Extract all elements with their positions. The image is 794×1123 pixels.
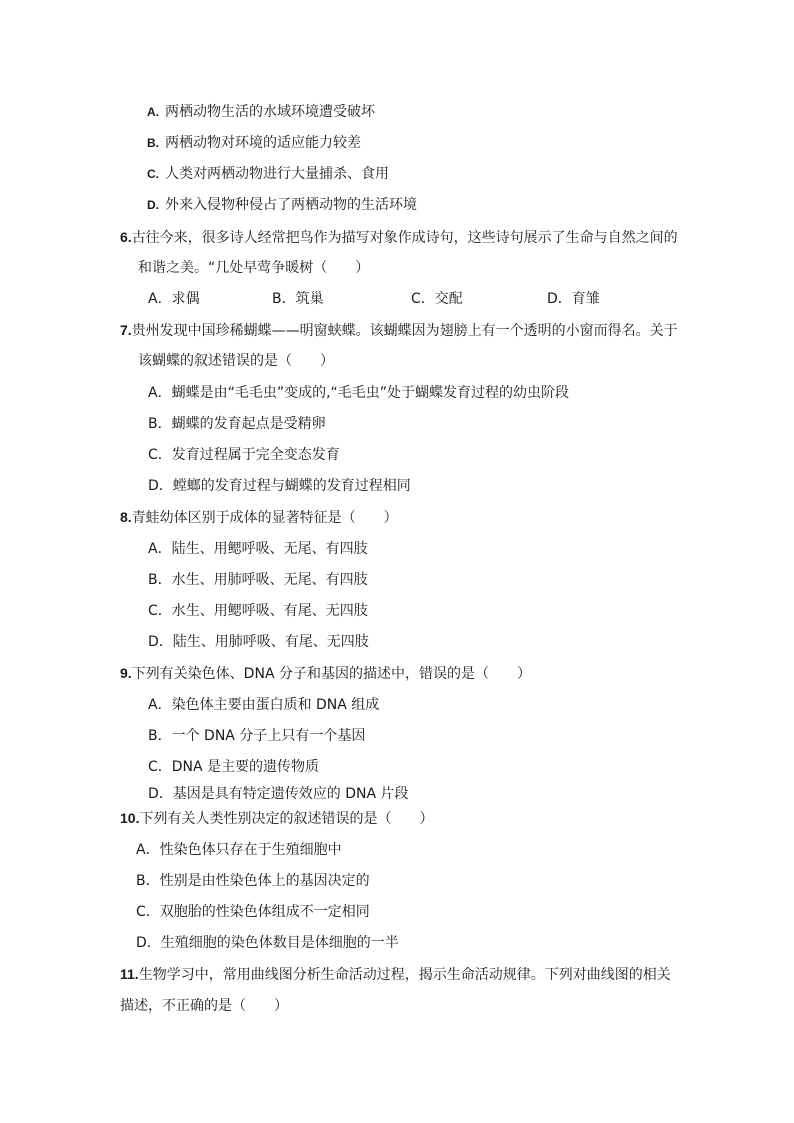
q9-option-c: C．DNA 是主要的遗传物质 [148,759,320,775]
q6-option-c: C．交配 [411,291,463,307]
q7-stem [120,320,678,341]
option-text: 两栖动物生活的水域环境遭受破坏 [165,104,375,120]
q8-option-c: C．水生、用鳃呼吸、有尾、无四肢 [148,603,368,619]
option-letter: D. [147,198,159,212]
q10-stem [120,808,433,829]
q7-option-c: C．发育过程属于完全变态发育 [148,447,340,463]
q9-option-b: B．一个 DNA 分子上只有一个基因 [148,728,366,744]
question-text: 描述，不正确的是（ ） [120,998,288,1014]
q5-option-b [147,133,361,153]
q10-option-d: D．生殖细胞的染色体数目是体细胞的一半 [136,935,399,951]
question-number: 6. [120,229,132,245]
q6-option-d: D．育雏 [547,291,600,307]
q6-stem [120,227,678,248]
q9-option-a: A．染色体主要由蛋白质和 DNA 组成 [148,697,380,713]
option-text: 外来入侵物种侵占了两栖动物的生活环境 [165,197,417,213]
option-letter: C. [147,167,159,181]
question-text: 古往今来，很多诗人经常把鸟作为描写对象作成诗句，这些诗句展示了生命与自然之间的 [131,230,678,246]
q8-option-a: A．陆生、用鳃呼吸、无尾、有四肢 [148,541,368,557]
q5-option-c [147,164,389,184]
q7-option-a: A．蝴蝶是由“毛毛虫”变成的,“毛毛虫”处于蝴蝶发育过程的幼虫阶段 [148,385,570,401]
q6-stem-cont [138,258,369,278]
q7-stem-cont [138,351,334,371]
q9-option-d: D．基因是具有特定遗传效应的 DNA 片段 [148,786,409,802]
q11-stem-cont [120,996,288,1016]
q6-option-a: A．求偶 [148,291,200,307]
q7-option-b: B．蝴蝶的发育起点是受精卵 [148,416,326,432]
option-text: 两栖动物对环境的适应能力较差 [165,135,361,151]
option-letter: A. [147,105,159,119]
question-text: 青蛙幼体区别于成体的显著特征是（ ） [131,510,398,526]
question-text: 下列有关染色体、DNA 分子和基因的描述中，错误的是（ ） [131,666,531,682]
q11-stem [120,964,671,985]
question-text: 该蝴蝶的叙述错误的是（ ） [138,353,334,369]
option-text: 人类对两栖动物进行大量捕杀、食用 [165,166,389,182]
q10-option-a: A．性染色体只存在于生殖细胞中 [136,842,342,858]
q5-option-d [147,195,417,215]
question-number: 8. [120,509,132,525]
question-text: 下列有关人类性别决定的叙述错误的是（ ） [139,811,434,827]
question-number: 10. [120,810,140,826]
question-text: 生物学习中，常用曲线图分析生命活动过程，揭示生命活动规律。下列对曲线图的相关 [138,967,671,983]
q8-option-d: D．陆生、用肺呼吸、有尾、无四肢 [148,634,369,650]
q10-option-b: B．性别是由性染色体上的基因决定的 [136,873,370,889]
question-number: 9. [120,665,132,681]
q10-option-c: C．双胞胎的性染色体组成不一定相同 [136,904,370,920]
option-letter: B. [147,136,159,150]
q8-option-b: B．水生、用肺呼吸、无尾、有四肢 [148,572,368,588]
question-text: 和谐之美。“几处早莺争暖树（ ） [138,260,370,276]
question-text: 贵州发现中国珍稀蝴蝶——明窗蛱蝶。该蝴蝶因为翅膀上有一个透明的小窗而得名。关于 [131,323,678,339]
q8-stem [120,507,398,528]
question-number: 11. [120,966,139,982]
q6-option-b: B．筑巢 [272,291,324,307]
q5-option-a [147,102,375,122]
question-number: 7. [120,322,132,338]
q7-option-d: D．螳螂的发育过程与蝴蝶的发育过程相同 [148,478,411,494]
q9-stem [120,663,531,684]
